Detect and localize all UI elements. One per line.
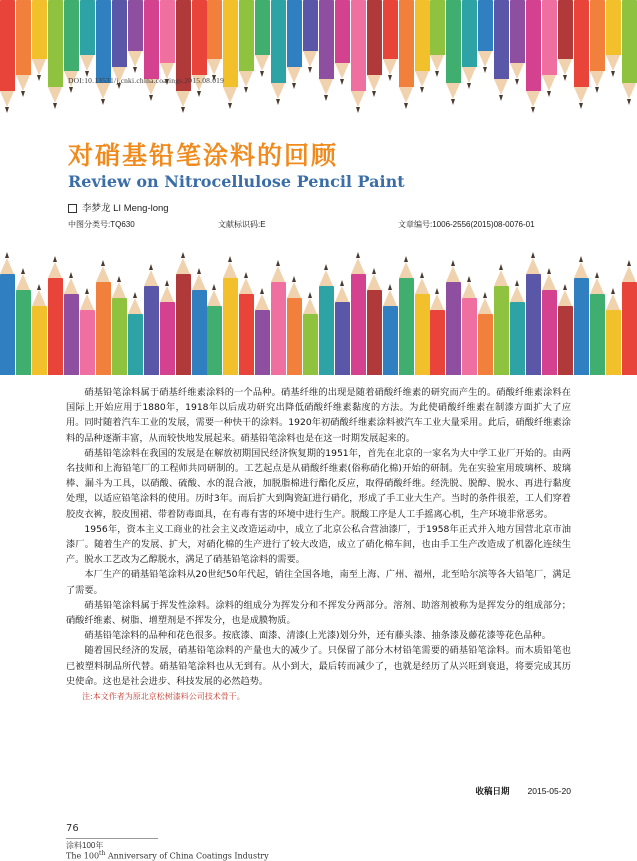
pencil-decoration-item — [48, 256, 63, 375]
received-label: 收稿日期 — [475, 786, 510, 796]
doi-text: DOI:10.13531/j.cnki.china.coatings.2015.08.019 — [68, 76, 225, 85]
pencil-decoration-item — [462, 0, 477, 89]
pencil-decoration-item — [0, 0, 15, 113]
received-date: 2015-05-20 — [527, 786, 571, 796]
body-paragraph: 硝基铅笔涂料属于硝基纤维素涂料的一个品种。硝基纤维的出现是随着硝酸纤维素的研究而产生的。硝酸纤维素涂料在国际上开始应用于1880年，1918年以后成功研究出降低硝酸纤维素黏度的方法。为此使硝酸纤维素在制漆方面扩大了应用。同时随着汽车工业的发展，需要一种快干的涂料。1920年初硝酸纤维素涂料被汽车工业大量采用。此后，硝酸纤维素涂料的品种逐渐丰富，从而较快地发展起来。硝基铅笔涂料也是在这一时期发展起来的。 — [66, 387, 571, 444]
pencil-decoration-item — [207, 0, 222, 81]
pencil-decoration-item — [510, 280, 525, 375]
body-paragraph: 随着国民经济的发展，硝基铅笔涂料的产量也大的减少了。只保留了部分木材铅笔需要的硝基铅笔涂料。而木质铅笔也已被塑料制品所代替。硝基铅笔涂料也从无到有。从小到大，最后转而减少了，也就是经历了从兴旺到衰退，将要完成其历史使命。这也是社会进步、科技发展的必然趋势。 — [66, 645, 571, 687]
pencil-decoration-item — [574, 0, 589, 109]
pencil-decoration-item — [494, 264, 509, 375]
article-body — [66, 385, 571, 704]
pencil-decoration-item — [64, 272, 79, 375]
pencil-decoration-item — [192, 268, 207, 375]
pencil-decoration-item — [319, 0, 334, 101]
meta-article-number: 文章编号:1006-2556(2015)08-0076-01 — [398, 220, 535, 229]
pencil-decoration-item — [176, 0, 191, 113]
pencil-decoration-item — [271, 0, 286, 105]
pencil-decoration-item — [399, 0, 414, 109]
page-title-chinese: 对硝基铅笔涂料的回顾 — [68, 141, 339, 170]
pencil-decoration-item — [558, 0, 573, 81]
received-date-row — [476, 785, 572, 797]
body-paragraph: 硝基铅笔涂料属于挥发性涂料。涂料的组成分为挥发分和不挥发分两部分。溶剂、助溶剂被称为是挥发分的组成部分；硝酸纤维素、树脂、增塑剂是不挥发分，也是成膜物质。 — [66, 599, 571, 627]
author-note: 注:本文作者为原北京松树漆料公司技术骨干。 — [82, 692, 245, 702]
pencil-decoration-item — [415, 272, 430, 375]
pencil-decoration-item — [335, 280, 350, 375]
pencil-decoration-item — [351, 0, 366, 113]
pencil-decoration-item — [430, 288, 445, 375]
meta-classification: 中图分类号:TQ630 — [68, 220, 135, 229]
pencil-decoration-item — [383, 284, 398, 375]
pencil-decoration-item — [526, 252, 541, 375]
meta-document-code: 文献标识码:E — [218, 220, 266, 229]
pencil-decoration-item — [558, 284, 573, 375]
pencil-decoration-item — [287, 276, 302, 375]
footer-divider — [66, 838, 158, 839]
pencil-decoration-item — [255, 288, 270, 375]
pencil-decoration-item — [80, 0, 95, 77]
pencil-decoration-item — [606, 288, 621, 375]
pencil-decoration-top — [0, 0, 637, 125]
body-paragraph: 1956年，资本主义工商业的社会主义改造运动中，成立了北京公私合营油漆厂，于1958年正式并入地方国营北京市油漆厂。随着生产的发展、扩大，对硝化棉的生产进行了较大改造，成立了硝化棉车间，也由手工生产改造成了机器化连续生产。脱水工艺改为乙醇脱水，满足了硝基铅笔涂料的需要。 — [66, 523, 571, 566]
pencil-decoration-item — [32, 0, 47, 81]
pencil-decoration-item — [176, 252, 191, 375]
pencil-decoration-item — [430, 0, 445, 77]
pencil-decoration-item — [128, 292, 143, 375]
pencil-decoration-item — [16, 268, 31, 375]
pencil-decoration-item — [574, 256, 589, 375]
pencil-decoration-item — [351, 252, 366, 375]
pencil-decoration-item — [622, 260, 637, 375]
footer-journal-prefix: The 100 — [66, 851, 100, 861]
pencil-decoration-item — [590, 272, 605, 375]
pencil-decoration-item — [160, 280, 175, 375]
pencil-decoration-item — [239, 0, 254, 93]
pencil-decoration-item — [526, 0, 541, 113]
pencil-decoration-item — [383, 0, 398, 81]
pencil-decoration-item — [462, 276, 477, 375]
body-paragraph: 硝基铅笔涂料在我国的发展是在解放初期国民经济恢复期的1951年，首先在北京的一家名为大中学工业厂开始的。由两名技师和上海铅笔厂的工程师共同研制的。工艺起点是从硝酸纤维素(俗称硝化棉)开始的研制。先在实验室用玻璃杯、玻璃棒、漏斗为工具，以硝酸、硫酸、水的混合液，加脱脂棉进行酯化反应，取得硝酸纤维。经洗脱、脱醇、脱水、再进行黏度处理，以适应铅笔涂料的使用。历时3年。而后扩大到陶瓷缸进行硝化，形成了手工业大生产。当时的条件很差，工人们穿着胶皮衣裤，胶皮围裙、带着防毒面具，在有毒有害的环境中进行生产。脱酸工序是人工手摇离心机，生产环境非常恶劣。 — [66, 447, 571, 520]
pencil-decoration-item — [446, 260, 461, 375]
footer-journal-suffix: Anniversary of China Coatings Industry — [105, 851, 269, 861]
pencil-decoration-item — [0, 252, 15, 375]
pencil-decoration-item — [478, 0, 493, 73]
pencil-decoration-item — [542, 0, 557, 97]
pencil-decoration-item — [271, 260, 286, 375]
footer-journal-ordinal: th — [99, 850, 106, 857]
page-title-english: Review on Nitrocellulose Pencil Paint — [68, 172, 405, 191]
pencil-decoration-item — [48, 0, 63, 109]
pencil-decoration-item — [80, 288, 95, 375]
pencil-decoration-item — [223, 0, 238, 109]
pencil-decoration-item — [223, 256, 238, 375]
footer-journal-english — [66, 850, 269, 861]
pencil-decoration-item — [303, 0, 318, 73]
pencil-decoration-item — [32, 284, 47, 375]
pencil-decoration-item — [478, 292, 493, 375]
pencil-decoration-item — [542, 268, 557, 375]
pencil-decoration-item — [399, 256, 414, 375]
pencil-decoration-item — [367, 268, 382, 375]
pencil-decoration-item — [160, 0, 175, 85]
pencil-decoration-item — [319, 264, 334, 375]
body-paragraph: 硝基铅笔涂料的品种和花色很多。按底漆、面漆、清漆(上光漆)划分外，还有藤头漆、抽条漆及藤花漆等花色品种。 — [84, 630, 551, 642]
pencil-decoration-item — [415, 0, 430, 93]
pencil-decoration-middle — [0, 240, 637, 375]
pencil-decoration-item — [335, 0, 350, 85]
pencil-decoration-item — [622, 0, 637, 105]
page-number: 76 — [66, 823, 79, 834]
pencil-decoration-item — [128, 0, 143, 73]
pencil-decoration-item — [494, 0, 509, 101]
pencil-decoration-item — [510, 0, 525, 85]
author-marker-icon — [68, 204, 77, 213]
author-name: 李梦龙 LI Meng-long — [82, 203, 169, 214]
pencil-decoration-item — [144, 0, 159, 101]
pencil-decoration-item — [207, 284, 222, 375]
pencil-decoration-item — [112, 276, 127, 375]
pencil-decoration-item — [367, 0, 382, 97]
pencil-decoration-item — [96, 0, 111, 105]
author-line — [68, 200, 169, 214]
body-paragraph: 本厂生产的硝基铅笔涂料从20世纪50年代起，销往全国各地，南至上海、广州、福州，北至哈尔滨等各大铅笔厂，满足了需要。 — [66, 569, 571, 596]
footer-journal-chinese: 涂料100年 — [66, 841, 104, 850]
pencil-decoration-item — [287, 0, 302, 89]
pencil-decoration-item — [606, 0, 621, 77]
pencil-decoration-item — [446, 0, 461, 105]
metadata-row — [68, 219, 573, 230]
pencil-decoration-item — [16, 0, 31, 97]
pencil-decoration-item — [590, 0, 605, 93]
pencil-decoration-item — [96, 260, 111, 375]
pencil-decoration-item — [144, 264, 159, 375]
pencil-decoration-item — [255, 0, 270, 77]
pencil-decoration-item — [239, 272, 254, 375]
pencil-decoration-item — [303, 292, 318, 375]
